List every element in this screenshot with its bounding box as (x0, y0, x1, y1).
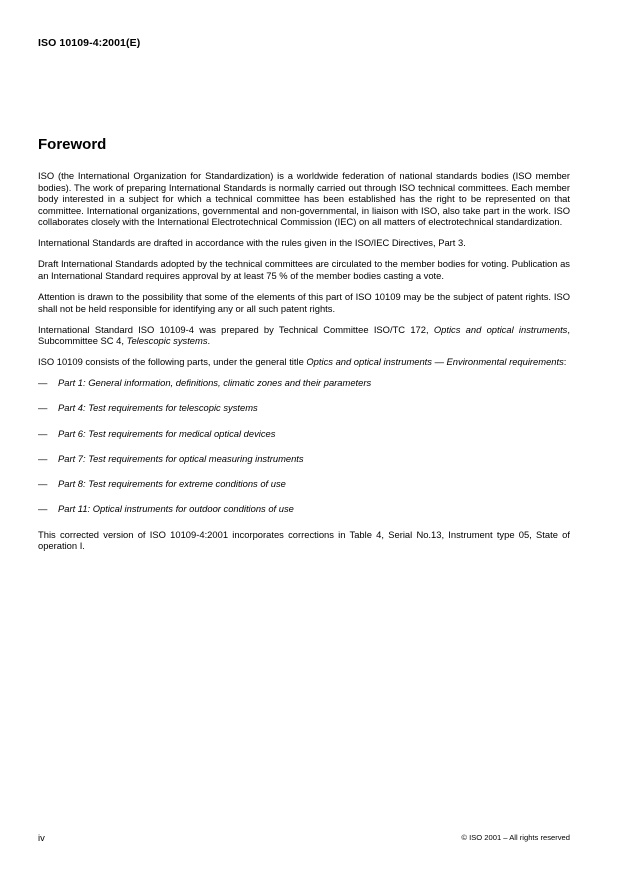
preparation-text-e: . (207, 335, 211, 347)
paragraph-parts-intro (38, 356, 570, 368)
paragraph-directives: International Standards are drafted in accordance with the rules given in the ISO/IEC Directives, Part 3. (38, 237, 466, 249)
list-item (38, 402, 570, 414)
list-item (38, 428, 570, 440)
paragraph-patent-rights: Attention is drawn to the possibility that some of the elements of this part of ISO 10109 may be the subject of patent rights. ISO shall not be held responsible for identifying any or all such patent rights. (38, 290, 570, 314)
paragraph-preparation (38, 324, 570, 347)
dash-bullet: — (38, 452, 48, 464)
dash-bullet: — (38, 478, 48, 490)
dash-bullet: — (38, 402, 48, 414)
preparation-text-a: International Standard ISO 10109-4 was prepared by Technical Committee ISO/TC 172, (38, 323, 434, 335)
parts-intro-text: ISO 10109 consists of the following parts, under the general title (38, 356, 307, 368)
page-number: iv (38, 832, 45, 843)
list-item-text: Part 6: Test requirements for medical optical devices (58, 427, 276, 439)
list-item (38, 453, 570, 465)
foreword-body (38, 170, 570, 561)
dash-bullet: — (38, 377, 48, 389)
subcommittee-title: Telescopic systems (126, 335, 208, 347)
list-item-text: Part 4: Test requirements for telescopic systems (58, 402, 258, 414)
list-item-text: Part 1: General information, definitions, climatic zones and their parameters (58, 377, 372, 389)
dash-bullet: — (38, 427, 48, 439)
list-item-text: Part 11: Optical instruments for outdoor conditions of use (58, 503, 294, 515)
parts-list (38, 377, 570, 515)
list-item (38, 377, 570, 389)
committee-title: Optics and optical instruments (433, 323, 568, 335)
parts-intro-colon: : (563, 356, 567, 368)
document-id-header: ISO 10109-4:2001(E) (38, 37, 141, 49)
preparation-text-c: , Subcommittee SC 4, (38, 323, 570, 347)
list-item (38, 503, 570, 515)
dash-bullet: — (38, 503, 48, 515)
paragraph-corrected-version: This corrected version of ISO 10109-4:2001 incorporates corrections in Table 4, Serial No.13, Instrument type 05, State of operation I. (38, 528, 570, 552)
paragraph-iso-overview: ISO (the International Organization for Standardization) is a worldwide federation of national standards bodies (ISO member bodies). The work of preparing International Standards is normally carried out through ISO technical committees. Each member body interested in a subject for which a technical committee has been established has the right to be represented on that committee. International organizations, governmental and non-governmental, in liaison with ISO, also take part in the work. ISO collaborates closely with the International Electrotechnical Commission (IEC) on all matters of electrotechnical standardization. (38, 170, 570, 228)
list-item-text: Part 8: Test requirements for extreme conditions of use (58, 478, 286, 490)
page-title: Foreword (38, 136, 107, 153)
list-item (38, 478, 570, 490)
copyright-notice: © ISO 2001 – All rights reserved (461, 833, 570, 842)
paragraph-voting: Draft International Standards adopted by the technical committees are circulated to the member bodies for voting. Publication as an International Standard requires approval by at least 75 % of the member bodies casting a vote. (38, 258, 570, 281)
list-item-text: Part 7: Test requirements for optical measuring instruments (58, 452, 304, 464)
general-title: Optics and optical instruments — Environmental requirements (306, 356, 564, 368)
